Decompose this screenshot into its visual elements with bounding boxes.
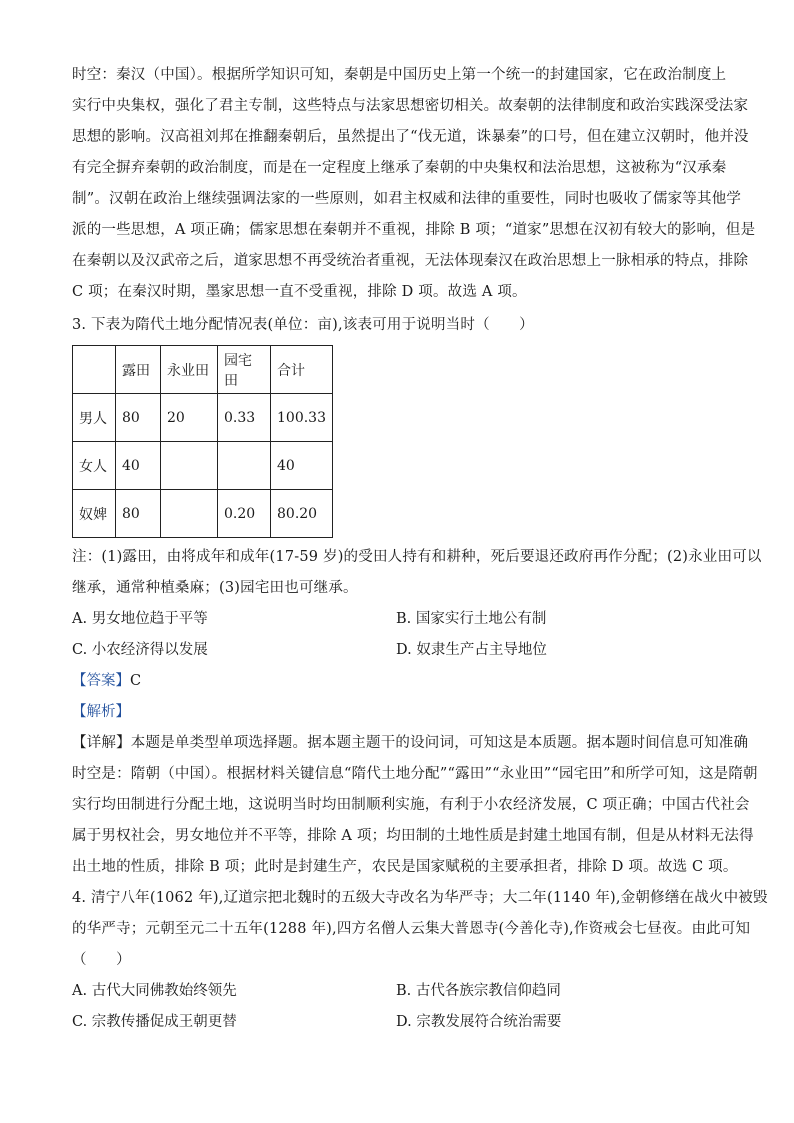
- text-line: 在秦朝以及汉武帝之后，道家思想不再受统治者重视，无法体现秦汉在政治思想上一脉相承的特点，排除: [72, 253, 749, 269]
- option-a[interactable]: A. 男女地位趋于平等: [72, 611, 208, 627]
- table-header-cell: 露田: [116, 346, 161, 394]
- text-line: 出土地的性质，排除 B 项；此时是封建生产，农民是国家赋税的主要承担者，排除 D 项。故选 C 项。: [72, 859, 738, 875]
- table-cell: 0.20: [218, 490, 271, 538]
- analysis-label: 【解析】: [72, 704, 130, 720]
- text-line: 实行中央集权，强化了君主专制，这些特点与法家思想密切相关。故秦朝的法律制度和政治实践深受法家: [72, 98, 749, 114]
- options-row: [72, 635, 724, 666]
- option-b[interactable]: B. 国家实行土地公有制: [396, 611, 547, 627]
- text-line: 思想的影响。汉高祖刘邦在推翻秦朝后，虽然提出了“伐无道，诛暴秦”的口号，但在建立汉朝时，他并没: [72, 129, 749, 145]
- text-line: 时空：秦汉（中国）。根据所学知识可知，秦朝是中国历史上第一个统一的封建国家，它在政治制度上: [72, 67, 727, 83]
- text-line: 派的一些思想，A 项正确；儒家思想在秦朝并不重视，排除 B 项；“道家”思想在汉初有较大的影响，但是: [72, 222, 756, 238]
- text-line: C 项；在秦汉时期，墨家思想一直不受重视，排除 D 项。故选 A 项。: [72, 284, 527, 300]
- option-c[interactable]: C. 宗教传播促成王朝更替: [72, 1014, 237, 1030]
- question-stem: 的华严寺；元朝至元二十五年(1288 年),四方名僧人云集大普恩寺(今善化寺),作资戒会七昼夜。由此可知: [72, 921, 751, 937]
- table-row: [73, 394, 333, 442]
- table-cell: 80: [116, 394, 161, 442]
- option-d[interactable]: D. 宗教发展符合统治需要: [396, 1014, 562, 1030]
- table-cell: 100.33: [271, 394, 333, 442]
- text-line: 有完全摒弃秦朝的政治制度，而是在一定程度上继承了秦朝的中央集权和法治思想，这被称为“汉承秦: [72, 160, 727, 176]
- option-a[interactable]: A. 古代大同佛教始终领先: [72, 983, 237, 999]
- document-page: [72, 60, 768, 1038]
- table-header-cell: 永业田: [161, 346, 218, 394]
- table-header-row: [73, 346, 333, 394]
- text-line: 制”。汉朝在政治上继续强调法家的一些原则，如君主权威和法律的重要性，同时也吸收了儒家等其他学: [72, 191, 742, 207]
- table-header-cell: 园宅田: [218, 346, 271, 394]
- table-cell: 80.20: [271, 490, 333, 538]
- table-cell: 20: [161, 394, 218, 442]
- q2-explanation: [72, 60, 756, 308]
- table-cell: 0.33: [218, 394, 271, 442]
- options-row: [72, 604, 724, 635]
- table-cell: 女人: [73, 442, 116, 490]
- table-cell: [161, 442, 218, 490]
- table-cell: 80: [116, 490, 161, 538]
- table-cell: 男人: [73, 394, 116, 442]
- table-cell: 40: [271, 442, 333, 490]
- question-stem: 4. 清宁八年(1062 年),辽道宗把北魏时的五级大寺改名为华严寺；大二年(1140 年),金朝修缮在战火中被毁: [72, 890, 768, 906]
- table-row: [73, 490, 333, 538]
- table-note: 继承，通常种植桑麻；(3)园宅田也可继承。: [72, 580, 358, 596]
- text-line: 时空是：隋朝（中国）。根据材料关键信息“隋代土地分配”“露田”“永业田”“园宅田”和所学可知，这是隋朝: [72, 766, 758, 782]
- table-header-cell: [73, 346, 116, 394]
- option-b[interactable]: B. 古代各族宗教信仰趋同: [396, 983, 561, 999]
- options-row: [72, 1007, 724, 1038]
- table-cell: 奴婢: [73, 490, 116, 538]
- answer-value: C: [130, 673, 142, 689]
- answer-label: 【答案】: [72, 673, 130, 689]
- answer-line: [72, 666, 724, 697]
- option-d[interactable]: D. 奴隶生产占主导地位: [396, 642, 547, 658]
- table-cell: 40: [116, 442, 161, 490]
- text-line: 属于男权社会，男女地位并不平等，排除 A 项；均田制的土地性质是封建土地国有制，但是从材料无法得: [72, 828, 754, 844]
- table-cell: [161, 490, 218, 538]
- question-stem: 3. 下表为隋代土地分配情况表(单位：亩),该表可用于说明当时（ ）: [72, 317, 534, 333]
- table-cell: [218, 442, 271, 490]
- question-stem: （ ）: [72, 952, 131, 968]
- text-line: 实行均田制进行分配土地，这说明当时均田制顺利实施，有利于小农经济发展，C 项正确；中国古代社会: [72, 797, 750, 813]
- table-header-cell: 合计: [271, 346, 333, 394]
- question-4: [72, 883, 768, 1038]
- text-line: 【详解】本题是单类型单项选择题。据本题主题干的设问词，可知这是本质题。据本题时间信息可知准确: [72, 735, 749, 751]
- table-note: 注：(1)露田，由将成年和成年(17-59 岁)的受田人持有和耕种，死后要退还政府再作分配；(2)永业田可以: [72, 549, 762, 565]
- land-allocation-table: [72, 345, 333, 538]
- table-row: [73, 442, 333, 490]
- option-c[interactable]: C. 小农经济得以发展: [72, 642, 208, 658]
- analysis-line: [72, 697, 724, 728]
- question-3: [72, 310, 762, 883]
- options-row: [72, 976, 724, 1007]
